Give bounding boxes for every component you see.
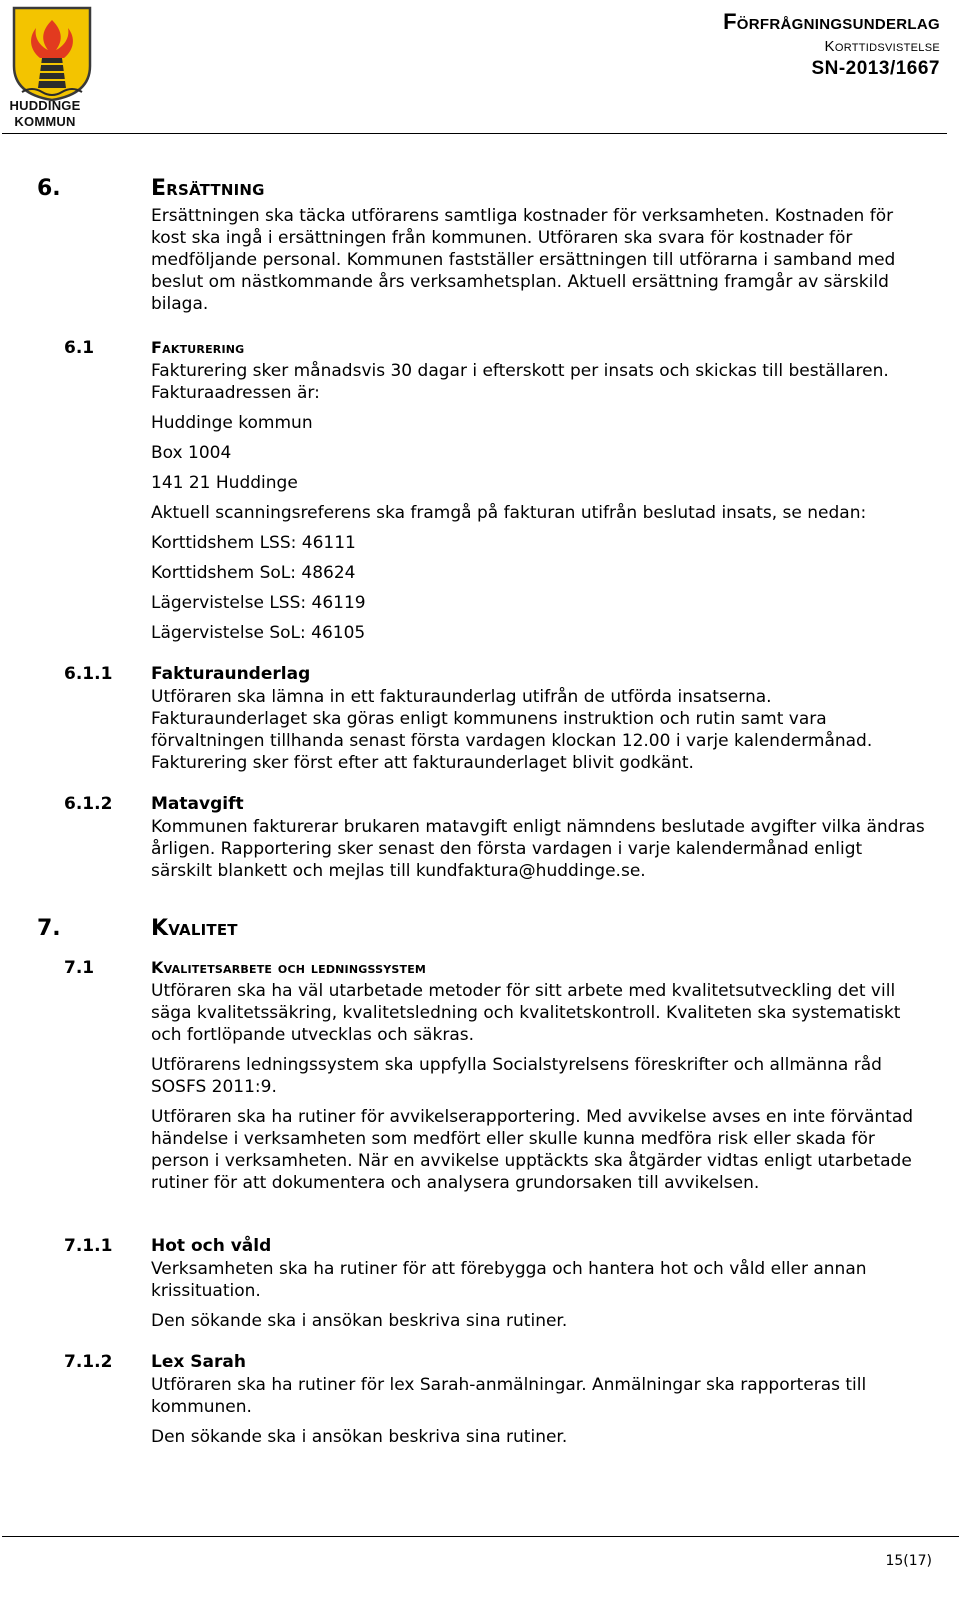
section-6-number: 6. (37, 176, 61, 201)
section-7-1-paragraph-1: Utföraren ska ha väl utarbetade metoder för sitt arbete med kvalitetsutveckling det vill säga kvalitetssäkring, kvalitetsledning och kvalitetskontroll. Kvaliteten ska systematiskt och fortlöpande utvecklas och säkras. (151, 981, 901, 1045)
footer-divider (2, 1536, 959, 1537)
coat-of-arms-icon (10, 6, 94, 102)
section-7-number: 7. (37, 916, 61, 941)
section-6-1-paragraph: Fakturering sker månadsvis 30 dagar i efterskott per insats och skickas till beställaren. Fakturaadressen är: (151, 361, 889, 403)
document-subtitle: Korttidsvistelse (824, 38, 940, 55)
section-7-1-2-paragraph-1: Utföraren ska ha rutiner för lex Sarah-anmälningar. Anmälningar ska rapporteras till kommunen. (151, 1375, 867, 1417)
section-7-1-1-paragraph-1: Verksamheten ska ha rutiner för att förebygga och hantera hot och våld eller annan krissituation. (151, 1259, 867, 1301)
invoice-address-line: 141 21 Huddinge (151, 473, 298, 493)
scanning-reference-item: Lägervistelse LSS: 46119 (151, 593, 366, 613)
section-7-1-title: Kvalitetsarbete och ledningssystem (151, 958, 427, 977)
section-7-1-1-number: 7.1.1 (64, 1236, 113, 1256)
section-7-1-2-number: 7.1.2 (64, 1352, 113, 1372)
section-7-1-paragraph-3: Utföraren ska ha rutiner för avvikelserapportering. Med avvikelse avses en inte förväntad händelse i verksamheten som medfört eller skulle kunna medföra risk eller skada för person i verksamheten. När en avvikelse upptäckts ska åtgärder vidtas enligt utarbetade rutiner för att dokumentera och analysera grundorsaken till avvikelsen. (151, 1107, 914, 1193)
document-title: Förfrågningsunderlag (723, 9, 940, 34)
section-7-1-1-title: Hot och våld (151, 1236, 272, 1256)
section-6-1-1-number: 6.1.1 (64, 664, 113, 684)
logo-text-line1: HUDDINGE (9, 98, 81, 113)
document-reference: SN-2013/1667 (811, 58, 940, 79)
section-6-1-number: 6.1 (64, 338, 95, 358)
section-6-paragraph: Ersättningen ska täcka utförarens samtliga kostnader för verksamheten. Kostnaden för kost ska ingå i ersättningen från kommunen. Utföraren ska svara för kostnader för medföljande personal. Kommunen fastställer ersättningen till utförarna i samband med beslut om nästkommande års verksamhetsplan. Aktuell ersättning framgår av särskild bilaga. (151, 206, 896, 314)
scanning-reference-item: Korttidshem LSS: 46111 (151, 533, 356, 553)
section-7-1-2-title: Lex Sarah (151, 1352, 246, 1372)
scanning-reference-item: Lägervistelse SoL: 46105 (151, 623, 366, 643)
invoice-address-line: Huddinge kommun (151, 413, 313, 433)
section-6-1-2-number: 6.1.2 (64, 794, 113, 814)
section-6-1-1-title: Fakturaunderlag (151, 664, 311, 684)
section-7-1-2-paragraph-2: Den sökande ska i ansökan beskriva sina rutiner. (151, 1427, 568, 1447)
header-divider (2, 133, 947, 134)
section-6-1-title: Fakturering (151, 338, 245, 357)
section-7-1-1-paragraph-2: Den sökande ska i ansökan beskriva sina rutiner. (151, 1311, 568, 1331)
scanning-reference-intro: Aktuell scanningsreferens ska framgå på fakturan utifrån beslutad insats, se nedan: (151, 503, 867, 523)
section-7-1-number: 7.1 (64, 958, 95, 978)
invoice-address-line: Box 1004 (151, 443, 232, 463)
section-6-title: Ersättning (151, 176, 265, 201)
section-6-1-2-title: Matavgift (151, 794, 244, 814)
scanning-reference-item: Korttidshem SoL: 48624 (151, 563, 356, 583)
section-6-1-1-paragraph: Utföraren ska lämna in ett fakturaunderlag utifrån de utförda insatserna. Fakturaunderlaget ska göras enligt kommunens instruktion och rutin samt vara förvaltningen tillhanda senast första vardagen klockan 12.00 i varje kalendermånad. Fakturering sker först efter att fakturaunderlaget blivit godkänt. (151, 687, 873, 773)
section-7-title: Kvalitet (151, 916, 238, 941)
page-number: 15(17) (885, 1553, 932, 1569)
section-6-1-2-paragraph: Kommunen fakturerar brukaren matavgift enligt nämndens beslutade avgifter vilka ändras årligen. Rapportering sker senast den första vardagen i varje kalendermånad enligt särskilt blankett och mejlas till kundfaktura@huddinge.se. (151, 817, 925, 881)
section-7-1-paragraph-2: Utförarens ledningssystem ska uppfylla Socialstyrelsens föreskrifter och allmänna råd SOSFS 2011:9. (151, 1055, 882, 1097)
logo-text-line2: KOMMUN (14, 114, 76, 129)
